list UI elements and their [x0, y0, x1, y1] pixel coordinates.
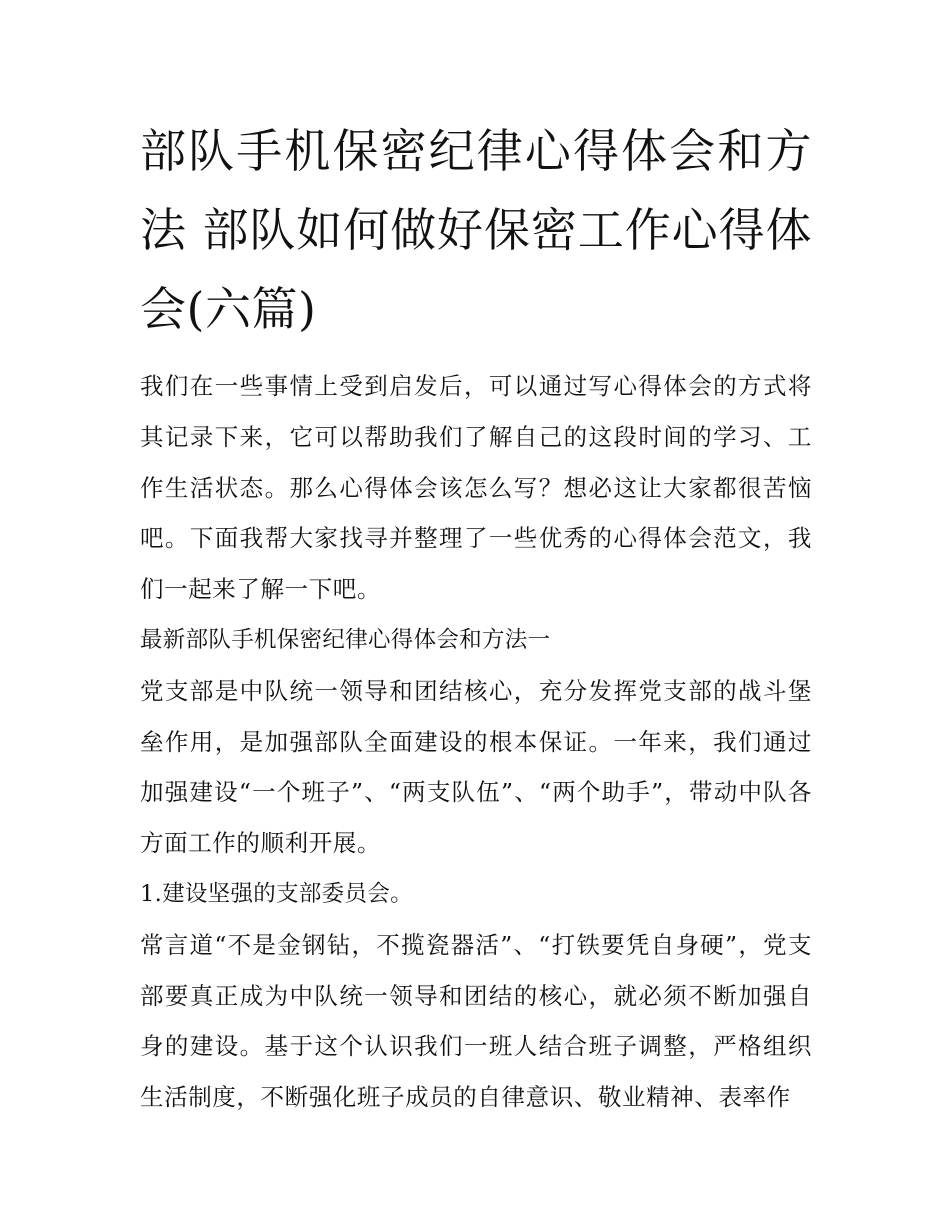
- section-paragraph: 党支部是中队统一领导和团结核心，充分发挥党支部的战斗堡垒作用，是加强部队全面建设的根本保证。一年来，我们通过加强建设“一个班子”、“两支队伍”、“两个助手”，带动中队各方面工作的顺利开展。: [140, 676, 812, 858]
- sub-paragraph: 常言道“不是金钢钻，不揽瓷器活”、“打铁要凭自身硬”，党支部要真正成为中队统一领导和团结的核心，就必须不断加强自身的建设。基于这个认识我们一班人结合班子调整，严格组织生活制度，不断强化班子成员的自律意识、敬业精神、表率作: [140, 930, 812, 1112]
- intro-paragraph: 我们在一些事情上受到启发后，可以通过写心得体会的方式将其记录下来，它可以帮助我们了解自己的这段时间的学习、工作生活状态。那么心得体会该怎么写？想必这让大家都很苦恼吧。下面我帮大家找寻并整理了一些优秀的心得体会范文，我们一起来了解一下吧。: [140, 372, 812, 604]
- document-body: [140, 112, 812, 1123]
- subheading: 1.建设坚强的支部委员会。: [140, 880, 413, 907]
- title-spacer: [140, 349, 812, 361]
- section-heading: 最新部队手机保密纪律心得体会和方法一: [140, 626, 551, 653]
- document-title: 部队手机保密纪律心得体会和方法 部队如何做好保密工作心得体会(六篇): [140, 124, 812, 336]
